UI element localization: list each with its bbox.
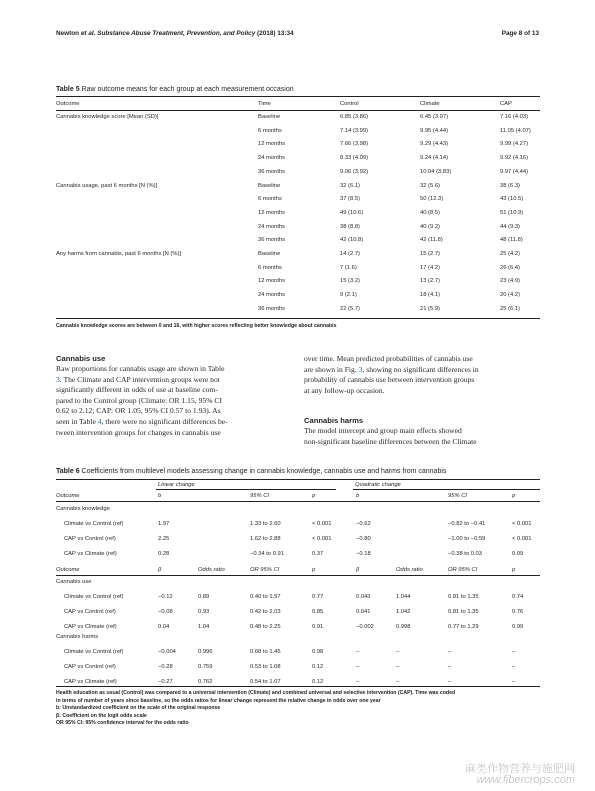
table5-cell: 32 (5.6) <box>420 182 440 189</box>
table5-cell: Any harms from cannabis, past 6 months [N (%)] <box>56 251 182 257</box>
table5-cell: 51 (10.9) <box>500 209 524 216</box>
table5-cell: 25 (4.2) <box>500 251 520 257</box>
table5-cell: 44 (9.3) <box>500 223 520 230</box>
table6-cell: −0.80 <box>356 536 371 543</box>
table6-cell: – <box>512 664 516 671</box>
table5-cell: 9.95 (4.44) <box>420 127 449 134</box>
table6-cell: 0.85 <box>312 609 324 616</box>
group-rule-linear <box>156 489 336 490</box>
table6-cell: −0.004 <box>158 649 176 655</box>
group-header-quadratic: Quadratic change <box>355 482 401 488</box>
table6-col-header: Outcome <box>56 493 80 499</box>
table6-cell: – <box>396 679 400 686</box>
table6-cell: CAP vs Control (ref) <box>64 536 116 543</box>
table5-top-rule <box>56 96 540 97</box>
table6-col-header: p <box>312 567 316 573</box>
table5-cell: 9 (2.1) <box>340 292 357 299</box>
table5-cell: 7 (1.6) <box>340 264 357 271</box>
table6-cell: – <box>356 649 360 655</box>
table6-cell: 0.74 <box>512 594 524 600</box>
table6-footnote: β: Coefficient on the logit odds scale <box>56 712 147 719</box>
table5-cell: 6 months <box>258 196 282 203</box>
table6-cell: CAP vs Control (ref) <box>64 609 116 616</box>
table5-col-header: CAP <box>500 101 512 107</box>
table6-cell: 0.91 <box>312 624 324 631</box>
table6-cell: – <box>512 679 516 686</box>
table6-section-label: Cannabis harms <box>56 634 99 640</box>
table6-col-header: β <box>158 567 162 573</box>
table5-cell: 7.14 (3.99) <box>340 127 369 134</box>
table5-cell: 15 (3.2) <box>340 278 360 285</box>
table6-col-header: Outcome <box>56 567 80 573</box>
table6-footnote: b: Unstandardized coefficient on the scale of the original response <box>56 705 221 712</box>
table5-cell: 37 (8.5) <box>340 196 360 203</box>
table6-col-header: b <box>356 493 360 499</box>
table5-cell: 11.05 (4.07) <box>500 127 531 134</box>
table6-cell: 1.04 <box>198 624 210 631</box>
table6-cell: −0.18 <box>356 551 371 558</box>
table6-section-label: Cannabis knowledge <box>56 506 110 512</box>
table5-cell: 36 months <box>258 168 286 175</box>
table6-cell: – <box>396 664 400 671</box>
group-rule-quadratic <box>353 489 540 490</box>
table5-cell: Baseline <box>258 251 281 257</box>
table5-cell: 6.85 (3.86) <box>340 114 369 120</box>
table5-cell: 36 months <box>258 305 286 312</box>
body-line: tween intervention groups for changes in cannabis use <box>56 427 221 437</box>
table6-cell: – <box>396 649 400 655</box>
table5-cell: 9.99 (4.27) <box>500 141 529 148</box>
table5-cell: 40 (8.5) <box>420 209 440 216</box>
table6-cell: 0.09 <box>512 551 524 558</box>
table5-cell: 36 months <box>258 237 286 244</box>
table5-cell: 21 (5.9) <box>420 305 440 312</box>
table5-cell: Cannabis knowledge score [Mean (SD)] <box>56 114 159 120</box>
table6-subheader-rule <box>56 575 540 576</box>
table6-col-header: Odds ratio <box>396 567 423 573</box>
table5-cell: 9.92 (4.16) <box>500 155 529 162</box>
table6-cell: 0.89 <box>198 594 210 600</box>
table5-cell: 24 months <box>258 292 286 299</box>
table6-cell: 1.33 to 2.60 <box>250 521 281 527</box>
table6-col-header: p <box>512 493 516 499</box>
body-line: The model intercept and group main effects showed <box>304 426 462 435</box>
table6-cell: – <box>356 664 360 671</box>
table6-col-header: p <box>512 567 516 573</box>
table6-cell: 0.53 to 1.08 <box>250 664 281 671</box>
table6-footnote: in terms of number of years since baseline, so the odds ratios for linear change represent the relative change in odds over one year <box>56 697 381 704</box>
table6-col-header: b <box>158 493 162 499</box>
body-line: significantly different in odds of use at baseline com- <box>56 385 218 395</box>
table5-cell: 38 (6.3) <box>500 182 520 189</box>
table5-cell: 9.24 (4.14) <box>420 155 449 162</box>
table5-cell: 23 (4.9) <box>500 278 520 285</box>
table6-cell: CAP vs Climate (ref) <box>64 551 117 558</box>
table6-col-header: p <box>312 493 316 499</box>
table6-cell: Climate vs Control (ref) <box>64 649 124 655</box>
table6-cell: −0.002 <box>356 624 374 631</box>
table6-cell: 0.041 <box>356 609 371 616</box>
table5-cell: 12 months <box>258 209 286 216</box>
table6-cell: 0.77 <box>312 594 324 600</box>
body-line: at any follow-up occasion. <box>304 385 385 395</box>
table6-cell: 0.996 <box>198 649 213 655</box>
table6-cell: – <box>512 649 516 655</box>
table6-col-header: OR 95% CI <box>250 567 280 573</box>
table6-col-header: β <box>356 567 360 573</box>
body-line: over time. Mean predicted probabilities of cannabis use <box>304 354 473 363</box>
table5-cell: 38 (8.8) <box>340 223 360 230</box>
body-line: non-significant baseline differences between the Climate <box>304 436 477 446</box>
table6-cell: −0.62 <box>356 521 371 527</box>
table6-cell: 0.762 <box>198 679 213 686</box>
body-text-left <box>56 364 288 438</box>
table5-cell: 42 (11.8) <box>420 237 443 244</box>
table5-header-rule <box>56 110 540 111</box>
table-link[interactable]: 4 <box>97 416 102 426</box>
group-header-linear: Linear change <box>158 482 195 488</box>
table6-col-header: Odds ratio <box>198 567 225 573</box>
table6-col-header: 95% CI <box>250 493 270 499</box>
running-header: Newton et al. Substance Abuse Treatment, Prevention, and Policy (2018) 13:34 <box>56 30 294 37</box>
table6-cell: 0.759 <box>198 664 213 671</box>
table6-cell: 0.12 <box>312 679 324 686</box>
table5-cell: 15 (2.7) <box>420 251 440 257</box>
table5-cell: 42 (10.8) <box>340 237 364 244</box>
table6-cell: 2.25 <box>158 536 170 543</box>
table5-cell: 10.04 (3.83) <box>420 168 452 175</box>
body-line: 0.62 to 2.12; CAP: OR 1.05, 95% CI 0.57 to 1.93). As <box>56 406 221 416</box>
table6-cell: 0.76 <box>512 609 524 616</box>
table5-cell: 40 (9.2) <box>420 223 440 230</box>
table6-col-header: OR 95% CI <box>448 567 478 573</box>
table6-cell: −1.00 to −0.59 <box>448 536 486 543</box>
watermark-url: www.fibercrops.com <box>476 774 575 786</box>
table6-cell: < 0.001 <box>512 536 532 543</box>
body-line: are shown in Fig. 3, showing no significant differences in <box>304 364 479 374</box>
table6-cell: 0.28 <box>158 551 170 558</box>
table5-cell: Baseline <box>258 182 281 189</box>
body-line: 3. The Climate and CAP intervention groups were not <box>56 374 220 384</box>
table6-cell: < 0.001 <box>512 521 532 527</box>
table5-cell: 20 (4.2) <box>500 292 520 299</box>
table5-cell: 6.45 (3.97) <box>420 114 449 120</box>
table5-cell: 6 months <box>258 127 282 134</box>
table5-cell: 32 (6.1) <box>340 182 360 189</box>
table5-cell: 24 months <box>258 223 286 230</box>
table5-cell: 18 (4.1) <box>420 292 440 299</box>
table6-cell: 0.12 <box>312 664 324 671</box>
table5-cell: Cannabis usage, past 6 months [N (%)] <box>56 182 158 189</box>
table6-cell: 0.77 to 1.29 <box>448 624 479 631</box>
table6-cell: −0.28 <box>158 664 173 671</box>
table6-cell: 1.62 to 2.88 <box>250 536 281 543</box>
watermark-cn: 麻类作物营养与施肥网 <box>465 763 575 775</box>
table5-cell: 9.97 (4.44) <box>500 168 529 175</box>
table6-cell: CAP vs Control (ref) <box>64 664 116 671</box>
table6-cell: −0.27 <box>158 679 173 686</box>
table6-top-rule <box>56 479 540 480</box>
table6-cell: 0.37 <box>312 551 324 558</box>
table5-cell: 50 (12.3) <box>420 196 444 203</box>
table6-cell: Climate vs Control (ref) <box>64 594 124 600</box>
table6-cell: 0.99 <box>512 624 524 631</box>
table6-cell: −0.38 to 0.03 <box>448 551 483 558</box>
table6-bottom-rule <box>56 686 540 687</box>
table5-cell: 9.29 (4.43) <box>420 141 449 148</box>
table6-cell: 0.04 <box>158 624 170 631</box>
table5-cell: 6 months <box>258 264 282 271</box>
table5-col-header: Outcome <box>56 101 80 107</box>
table5-cell: 43 (10.5) <box>500 196 524 203</box>
table5-cell: 8.33 (4.09) <box>340 155 369 162</box>
table6-col-header: 95% CI <box>448 493 468 499</box>
table5-cell: 7.66 (3.98) <box>340 141 369 148</box>
table5-cell: 17 (4.2) <box>420 264 440 271</box>
table5-cell: Baseline <box>258 114 281 120</box>
table5-cell: 12 months <box>258 278 286 285</box>
table6-cell: – <box>356 679 360 686</box>
table6-cell: Climate vs Control (ref) <box>64 521 124 527</box>
table6-cell: 0.81 to 1.35 <box>448 609 479 616</box>
table6-cell: 0.54 to 1.07 <box>250 679 281 686</box>
table5-cell: 22 (5.7) <box>340 305 360 312</box>
table6-header-rule <box>56 501 540 502</box>
table6-cell: 0.043 <box>356 594 371 600</box>
figure-link[interactable]: 3 <box>358 364 363 374</box>
table6-cell: 0.93 <box>198 609 210 616</box>
table6-cell: 0.81 to 1.35 <box>448 594 479 600</box>
table5-cell: 12 months <box>258 141 286 148</box>
table6-cell: 0.40 to 1.97 <box>250 594 281 600</box>
table6-cell: – <box>448 664 452 671</box>
section-heading-cannabis-use: Cannabis use <box>56 354 106 363</box>
table6-cell: CAP vs Climate (ref) <box>64 624 117 631</box>
body-line: probability of cannabis use between intervention groups <box>304 375 475 385</box>
table6-cell: 0.68 to 1.45 <box>250 649 281 655</box>
table5-bottom-rule <box>56 318 540 319</box>
table5-caption: Table 5 Raw outcome means for each group at each measurement occasion <box>56 86 294 93</box>
table6-cell: 0.998 <box>396 624 411 631</box>
table6-cell: 0.48 to 2.25 <box>250 624 281 631</box>
table6-cell: – <box>448 649 452 655</box>
table6-section-label: Cannabis use <box>56 579 92 585</box>
table6-cell: < 0.001 <box>312 521 332 527</box>
table6-cell: CAP vs Climate (ref) <box>64 679 117 686</box>
table-link[interactable]: 3 <box>56 374 60 384</box>
body-line: seen in Table 4, there were no significant differences be- <box>56 416 228 426</box>
page-number: Page 8 of 13 <box>501 30 539 37</box>
table5-cell: 25 (6.1) <box>500 305 520 312</box>
table6-cell: 1.044 <box>396 594 411 600</box>
body-line: pared to the Control group (Climate: OR 1.15, 95% CI <box>56 395 222 405</box>
table5-cell: 48 (11.8) <box>500 237 523 244</box>
table5-cell: 13 (2.7) <box>420 278 440 285</box>
body-line: Raw proportions for cannabis usage are shown in Table <box>56 364 225 373</box>
table5-col-header: Time <box>258 101 271 107</box>
table6-cell: −0.82 to −0.41 <box>448 521 486 527</box>
table5-cell: 14 (2.7) <box>340 251 360 257</box>
table5-cell: 24 months <box>258 155 286 162</box>
table6-cell: 1.042 <box>396 609 411 616</box>
section-heading-cannabis-harms: Cannabis harms <box>304 416 364 425</box>
table5-footnote: Cannabis knowledge scores are between 0 and 16, with higher scores reflecting better knowledge about cannabis <box>56 323 337 329</box>
body-text-right-2 <box>304 426 536 447</box>
table6-cell: 0.42 to 2.03 <box>250 609 281 616</box>
table6-footnote: Health education as usual (Control) was compared to a universal intervention (Climate) and combined universal and selective intervention (CAP). Time was coded <box>56 690 456 696</box>
body-text-right <box>304 354 536 396</box>
table5-cell: 7.16 (4.03) <box>500 114 529 120</box>
table6-cell: – <box>448 679 452 686</box>
table6-cell: < 0.001 <box>312 536 332 543</box>
table6-cell: −0.34 to 0.91 <box>250 551 285 558</box>
table6-cell: 0.98 <box>312 649 324 655</box>
table6-cell: −0.12 <box>158 594 173 600</box>
table6-footnote: OR 95% CI: 95% confidence interval for the odds ratio <box>56 720 189 727</box>
table6-caption: Table 6 Coefficients from multilevel models assessing change in cannabis knowledge, cannabis use and harms from cannabis <box>56 468 447 475</box>
table5-cell: 49 (10.6) <box>340 209 364 216</box>
table6-cell: −0.08 <box>158 609 173 616</box>
table5-col-header: Control <box>340 101 359 107</box>
table5-cell: 26 (6.4) <box>500 264 520 271</box>
table5-cell: 9.06 (3.92) <box>340 168 369 175</box>
table6-cell: 1.97 <box>158 521 170 527</box>
table5-col-header: Climate <box>420 101 440 107</box>
